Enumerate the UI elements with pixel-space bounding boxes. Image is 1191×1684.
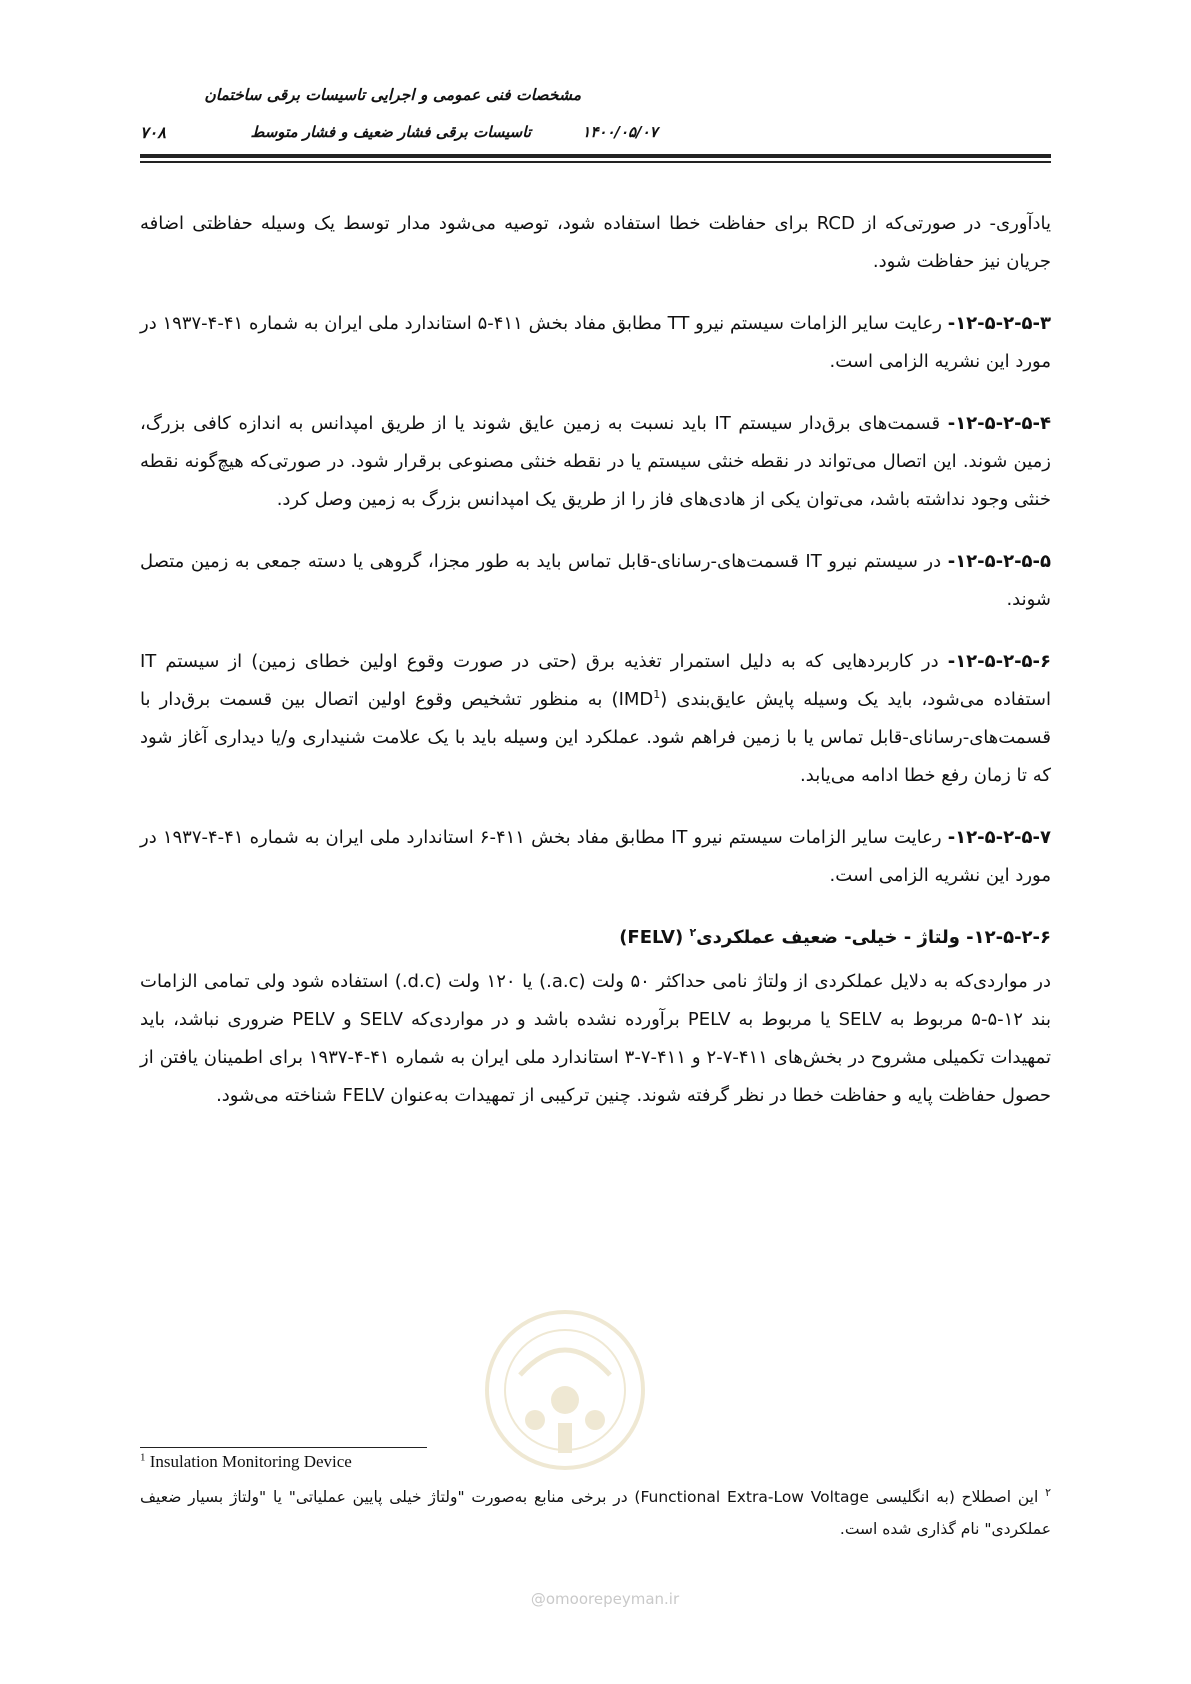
clause-number: ۱۲-۵-۲-۵-۷-	[947, 827, 1051, 848]
paragraph-text: یادآوری- در صورتی‌که از RCD برای حفاظت خطا استفاده شود، توصیه می‌شود مدار توسط یک وسیله حفاظتی اضافه جریان نیز حفاظت شود.	[140, 213, 1051, 272]
felv-paragraph	[140, 963, 1051, 1115]
header-main-title: مشخصات فنی عمومی و اجرایی تاسیسات برقی ساختمان	[204, 86, 581, 104]
header-subtitle: تاسیسات برقی فشار ضعیف و فشار متوسط	[250, 123, 531, 141]
footnote-1	[140, 1452, 640, 1472]
clause-12-5-2-5-7	[140, 819, 1051, 895]
clause-number: ۱۲-۵-۲-۵-۴-	[947, 413, 1051, 434]
footnote-1-text: Insulation Monitoring Device	[145, 1452, 352, 1471]
document-body	[140, 205, 1051, 1139]
clause-12-5-2-5-3	[140, 305, 1051, 381]
clause-12-5-2-5-6	[140, 643, 1051, 795]
section-heading-12-5-2-6	[140, 919, 1051, 957]
header-date: ۱۴۰۰/۰۵/۰۷	[582, 123, 658, 141]
footnote-2-mark: ۲	[1045, 1485, 1051, 1499]
footnote-ref-2: ۲	[689, 926, 697, 939]
clause-text: در سیستم نیرو IT قسمت‌های-رسانای-قابل تماس باید به طور مجزا، گروهی یا دسته جمعی به زمین متصل شوند.	[140, 551, 1051, 610]
clause-text-part2: ) به منظور تشخیص وقوع اولین اتصال بین قسمت برق‌دار با قسمت‌های-رسانای-قابل تماس یا با زمین فراهم شود. عملکرد این وسیله باید با یک علامت شنیداری و/یا دیداری آغاز شود که تا زمان رفع خطا ادامه می‌یابد.	[140, 689, 1051, 786]
clause-number: ۱۲-۵-۲-۵-۵-	[947, 551, 1051, 572]
footnote-ref-1: 1	[653, 688, 661, 701]
footnote-2	[140, 1481, 1051, 1545]
footnote-2-text: این اصطلاح (به انگلیسی Functional Extra-Low Voltage) در برخی منابع به‌صورت "ولتاژ خیلی پایین عملیاتی" یا "ولتاژ بسیار ضعیف عملکردی" نام گذاری شده است.	[140, 1488, 1051, 1538]
footnote-separator	[140, 1447, 427, 1448]
clause-text: قسمت‌های برق‌دار سیستم IT باید نسبت به زمین عایق شوند یا از طریق امپدانس به اندازه کافی بزرگ، زمین شوند. این اتصال می‌تواند در نقطه خنثی سیستم یا در نقطه خنثی مصنوعی برقرار شود. در صورتی‌که هیچ‌گونه نقطه خنثی وجود نداشته باشد، می‌توان یکی از هادی‌های فاز را از طریق یک امپدانس بزرگ به زمین وصل کرد.	[140, 413, 1051, 510]
clause-text: رعایت سایر الزامات سیستم نیرو IT مطابق مفاد بخش ۴۱۱-۶ استاندارد ملی ایران به شماره ۴۱-۴-۱۹۳۷ در مورد این نشریه الزامی است.	[140, 827, 1051, 886]
clause-12-5-2-5-5	[140, 543, 1051, 619]
clause-12-5-2-5-4	[140, 405, 1051, 519]
clause-number: ۱۲-۵-۲-۵-۳-	[947, 313, 1051, 334]
heading-abbrev: (FELV)	[619, 927, 690, 948]
clause-number: ۱۲-۵-۲-۵-۶-	[947, 651, 1051, 672]
paragraph-text: در مواردی‌که به دلایل عملکردی از ولتاژ نامی حداکثر ۵۰ ولت (a.c.) یا ۱۲۰ ولت (d.c.) استفاده شود ولی تمامی الزامات بند ۱۲-۵-۵ مربوط به SELV یا مربوط به PELV برآورده نشده باشد و در مواردی‌که SELV و PELV ضروری نباشد، باید تمهیدات تکمیلی مشروح در بخش‌های ۴۱۱-۷-۲ و ۴۱۱-۷-۳ استاندارد ملی ایران به شماره ۴۱-۴-۱۹۳۷ برای اطمینان یافتن از حصول حفاظت پایه و حفاظت خطا در نظر گرفته شوند. چنین ترکیبی از تمهیدات به‌عنوان FELV شناخته می‌شود.	[140, 971, 1051, 1106]
header-rule-thin	[140, 161, 1051, 163]
watermark-logo	[480, 1305, 650, 1475]
note-paragraph	[140, 205, 1051, 281]
header-rule-thick	[140, 154, 1051, 158]
heading-text: ۱۲-۵-۲-۶- ولتاژ - خیلی- ضعیف عملکردی	[696, 927, 1051, 948]
clause-text-part1: در کاربردهایی که به دلیل استمرار تغذیه برق (حتی در صورت وقوع اولین خطای زمین) از سیستم IT استفاده می‌شود، باید یک وسیله پایش عایق‌بندی (IMD	[140, 651, 1051, 710]
footnote-1-mark: 1	[140, 1451, 146, 1464]
watermark-url: @omoorepeyman.ir	[530, 1590, 680, 1608]
page-number: ۷۰۸	[140, 123, 166, 142]
clause-text: رعایت سایر الزامات سیستم نیرو TT مطابق مفاد بخش ۴۱۱-۵ استاندارد ملی ایران به شماره ۴۱-۴-۱۹۳۷ در مورد این نشریه الزامی است.	[140, 313, 1051, 372]
